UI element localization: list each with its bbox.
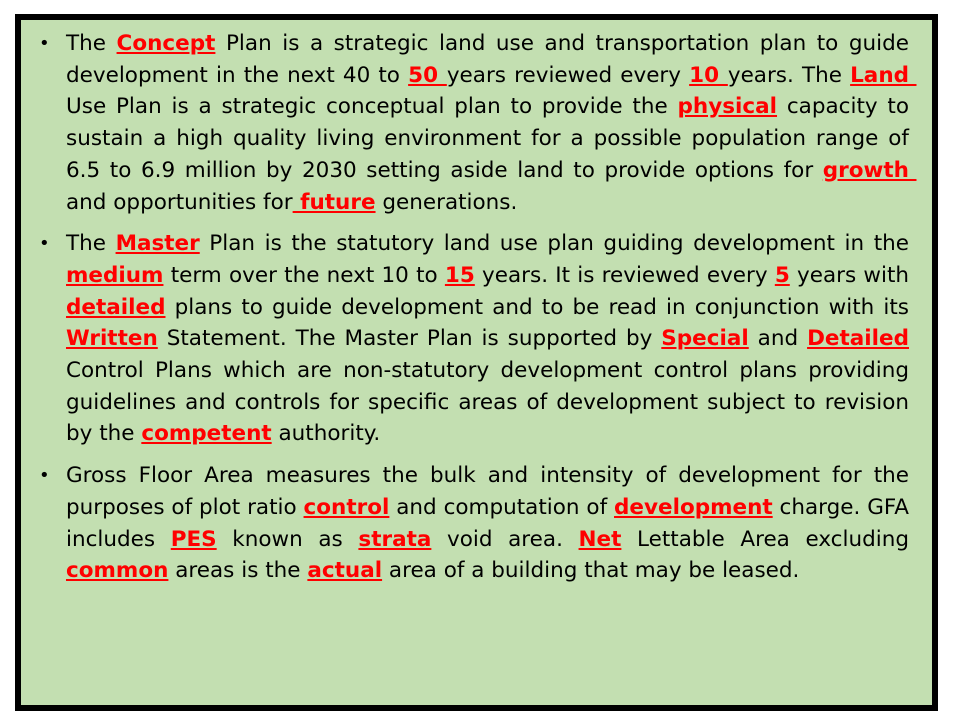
bullet-dot-icon: • <box>39 465 50 487</box>
bullet-item-concept-plan <box>34 28 917 218</box>
body-text: Statement. The Master Plan is supported by <box>157 326 662 352</box>
body-text: charge. GFA includes <box>66 494 909 552</box>
body-text: generations. <box>375 189 518 215</box>
keyword-highlight: development <box>614 494 773 520</box>
bullet-item-gross-floor-area <box>34 460 909 587</box>
body-text: years. It is reviewed every <box>474 262 775 288</box>
body-text: Control Plans which are non-statutory development control plans providing guidelines and controls for specific areas of development subject to revision by the <box>66 358 909 447</box>
slide-content-box <box>15 14 938 711</box>
bullet-text <box>66 463 909 583</box>
body-text: areas is the <box>168 558 308 584</box>
bullet-text <box>66 231 909 446</box>
body-text: void area. <box>431 526 579 552</box>
keyword-highlight: Detailed <box>807 326 909 352</box>
body-text: years with <box>789 262 910 288</box>
body-text: Plan is a strategic land use and transportation plan to guide development in the next 40 to <box>66 31 909 88</box>
body-text: years. The <box>727 62 851 88</box>
keyword-highlight: strata <box>358 526 432 552</box>
body-text: capacity to sustain a high quality living environment for a possible population range of 6.5 to 6.9 million by 2030 setting aside land to provide options for <box>66 94 909 183</box>
keyword-highlight: Master <box>115 231 200 257</box>
keyword-highlight: future <box>292 189 376 215</box>
body-text: Plan is the statutory land use plan guiding development in the <box>199 231 909 257</box>
body-text: known as <box>216 526 359 552</box>
body-text: The <box>66 231 116 257</box>
keyword-highlight: 15 <box>444 262 475 288</box>
bullet-text <box>66 31 917 215</box>
body-text: and opportunities for <box>66 189 293 215</box>
keyword-highlight: common <box>66 558 169 584</box>
body-text: Use Plan is a strategic conceptual plan to provide the <box>66 94 678 120</box>
bullet-item-master-plan <box>34 228 909 450</box>
body-text: plans to guide development and to be read in conjunction with its <box>165 294 909 320</box>
body-text: authority. <box>271 421 381 447</box>
keyword-highlight: PES <box>170 526 217 552</box>
body-text: and computation of <box>389 494 615 520</box>
keyword-highlight: Concept <box>116 31 216 56</box>
keyword-highlight: competent <box>141 421 272 447</box>
keyword-highlight: growth <box>822 157 917 183</box>
keyword-highlight: control <box>303 494 390 520</box>
body-text: term over the next 10 to <box>163 262 445 288</box>
keyword-highlight: 50 <box>408 62 447 88</box>
body-text: Lettable Area excluding <box>621 526 909 552</box>
body-text: Gross Floor Area measures the bulk and intensity of development for the purposes of plot ratio <box>66 463 909 520</box>
keyword-highlight: medium <box>66 262 164 288</box>
keyword-highlight: physical <box>677 94 778 120</box>
keyword-highlight: Land <box>850 62 917 88</box>
body-text: area of a building that may be leased. <box>382 558 800 584</box>
keyword-highlight: detailed <box>66 294 166 320</box>
keyword-highlight: Special <box>661 326 749 352</box>
body-text: years reviewed every <box>446 62 690 88</box>
keyword-highlight: 10 <box>689 62 728 88</box>
bullet-dot-icon: • <box>39 33 50 54</box>
bullet-list <box>34 28 917 597</box>
keyword-highlight: Net <box>578 526 622 552</box>
bullet-dot-icon: • <box>39 233 50 255</box>
keyword-highlight: 5 <box>774 262 790 288</box>
keyword-highlight: Written <box>66 326 158 352</box>
keyword-highlight: actual <box>307 558 383 584</box>
body-text: and <box>748 326 808 352</box>
body-text: The <box>66 31 117 56</box>
